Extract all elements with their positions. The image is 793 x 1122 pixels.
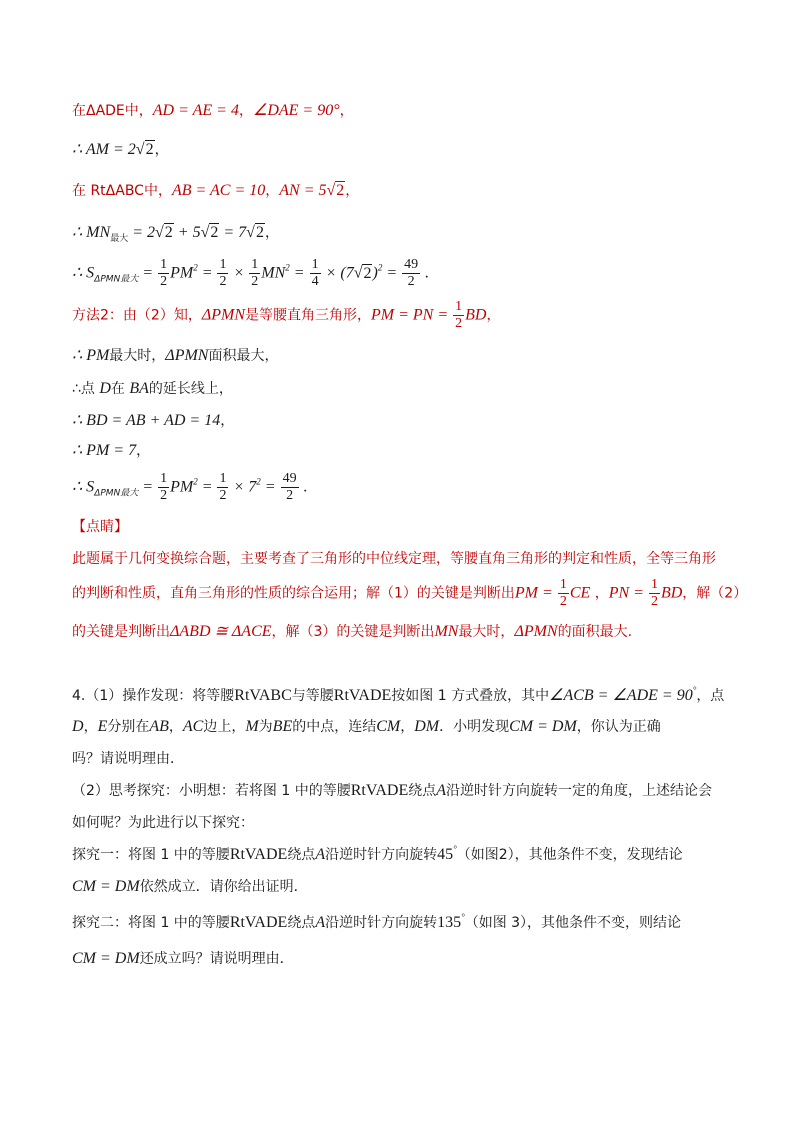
text: ，: [486, 307, 501, 324]
solution-line-4: ∴ $MN_{最大} = 2√2 + 5√2 = 7√2$，: [72, 224, 279, 244]
superscript: 2: [285, 262, 290, 273]
equation: =: [260, 478, 280, 496]
equation: A: [315, 846, 326, 863]
text: 此题属于几何变换综合题，主要考查了三角形的中位线定理，等腰直角三角形的判定和性质，全等三角形: [72, 551, 716, 567]
text: 的判断和性质，直角三角形的性质的综合运用；解（1）的关键是判断出: [72, 585, 515, 602]
solution-line-7: [72, 345, 278, 365]
text: 的中点，连结: [292, 719, 377, 735]
equation: A: [315, 914, 326, 931]
equation: MN: [261, 264, 286, 282]
equation: RtVADE: [350, 782, 409, 799]
text: ，: [400, 719, 415, 735]
equation: × (7: [321, 264, 354, 282]
text: 绕点: [287, 847, 316, 863]
equation: AC: [182, 718, 204, 735]
equation: ΔABD ≅ ΔACE: [170, 623, 272, 640]
equation: PM =: [514, 584, 557, 602]
text: 的延长线上，: [148, 381, 233, 397]
problem-line-2: [72, 716, 661, 736]
equation: CM = DM: [509, 718, 577, 735]
fraction: $\frac{49}{2}$: [282, 471, 297, 503]
equation: × 7: [229, 478, 257, 496]
fraction: $\frac{1}{2}$: [559, 577, 567, 609]
text: 按如图 1 方式叠放，其中: [391, 688, 550, 704]
text: 在: [110, 381, 130, 397]
equation: RtVADE: [333, 687, 392, 704]
sqrt-radicand: 2: [363, 264, 372, 282]
equation: CM = DM: [72, 950, 140, 967]
equation: ∴ MN: [72, 224, 111, 241]
text: ，: [238, 103, 253, 119]
heading: 【点睛】: [72, 519, 128, 535]
problem-line-4: [72, 780, 712, 800]
sqrt-radicand: 2: [255, 224, 264, 241]
equation: = 7: [219, 224, 247, 241]
text: （如图2），其他条件不变，发现结论: [456, 847, 683, 863]
equation: ∴ AM = 2: [72, 141, 136, 158]
text: ，: [154, 142, 169, 158]
equation: AB: [149, 718, 169, 735]
equation: ∠ACB = ∠ADE = 90: [549, 687, 693, 704]
text: 的面积最大.: [557, 624, 633, 640]
text: ，: [220, 413, 235, 429]
equation: CM = DM: [72, 878, 140, 895]
equation: = 2: [128, 224, 155, 241]
superscript: 2: [377, 262, 383, 273]
equation: PM = PN =: [371, 306, 453, 324]
equation: PM: [86, 347, 110, 364]
equation: CE: [569, 584, 591, 602]
superscript: °: [453, 844, 457, 854]
superscript: °: [461, 912, 465, 922]
equation: AN = 5: [279, 182, 327, 199]
text: 还成立吗？请说明理由．: [139, 951, 294, 967]
equation: A: [436, 782, 446, 799]
fraction: $\frac{1}{2}$: [219, 471, 227, 503]
equation: RtVADE: [229, 914, 288, 931]
superscript: 2: [193, 476, 198, 487]
equation: =: [197, 478, 217, 496]
comment-line-1: [72, 548, 716, 568]
solution-line-11: [72, 472, 308, 503]
text: ，点: [696, 688, 725, 704]
problem-line-7: [72, 876, 308, 896]
equation: AB = AC = 10: [171, 182, 266, 199]
equation: ∴ S: [72, 264, 95, 282]
text: ，解（2）: [682, 585, 748, 602]
equation: + 5: [173, 224, 201, 241]
equation: BA: [129, 380, 149, 397]
fraction: $\frac{49}{2}$: [404, 257, 419, 289]
equation: ∴ BD = AB + AD = 14: [72, 412, 221, 429]
equation: ∠DAE = 90°: [252, 102, 340, 119]
fraction: $\frac{1}{2}$: [251, 257, 259, 289]
text: 依然成立．请你给出证明．: [139, 879, 308, 895]
equation: ): [372, 264, 378, 282]
text: ，: [590, 585, 609, 602]
fraction: $\frac{1}{2}$: [455, 299, 463, 331]
text: 吗？请说明理由．: [72, 751, 184, 767]
equation: ×: [229, 264, 249, 282]
text: 面积最大，: [208, 348, 279, 364]
comment-heading: [72, 516, 128, 536]
equation: ∴ S: [72, 478, 95, 496]
text: 最大时，: [458, 624, 515, 640]
solution-line-6: [72, 300, 500, 331]
equation: ΔPMN: [514, 623, 558, 640]
text: 如何呢？为此进行以下探究：: [72, 815, 254, 831]
equation: CM: [376, 718, 401, 735]
comment-line-2: [72, 578, 747, 609]
text: 与等腰: [291, 688, 334, 704]
equation: D: [99, 380, 111, 397]
text: 探究一：将图 1 中的等腰: [72, 847, 230, 863]
superscript: 2: [256, 476, 261, 487]
equation: MN: [434, 623, 459, 640]
text: 探究二：将图 1 中的等腰: [72, 915, 230, 931]
text: 是等腰直角三角形，: [245, 307, 371, 324]
fraction: $\frac{1}{2}$: [160, 471, 168, 503]
text: 沿逆时针方向旋转: [325, 915, 438, 931]
equation: RtVABC: [234, 687, 292, 704]
solution-line-8: [72, 378, 233, 398]
subscript: ΔPMN最大: [94, 488, 139, 499]
equation: =: [382, 264, 402, 282]
text: 在 RtΔABC中，: [72, 183, 172, 199]
fraction: $\frac{1}{4}$: [311, 257, 319, 289]
text: ，: [83, 719, 98, 735]
text: 的关键是判断出: [72, 624, 170, 640]
text: 绕点: [408, 783, 437, 799]
equation: 45: [437, 846, 454, 863]
text: 沿逆时针方向旋转: [325, 847, 438, 863]
problem-line-9: [72, 948, 294, 968]
equation: D: [72, 718, 84, 735]
text: 绕点: [287, 915, 316, 931]
text: （如图 3），其他条件不变，则结论: [464, 915, 682, 931]
equation: BD: [660, 584, 683, 602]
fraction: $\frac{1}{2}$: [219, 257, 227, 289]
equation: ∴ PM = 7: [72, 442, 137, 459]
equation: AD = AE = 4: [152, 102, 239, 119]
equation: PM: [170, 478, 194, 496]
equation: ΔPMN: [201, 306, 245, 324]
equation: PM: [170, 264, 194, 282]
text: 在ΔADE中，: [72, 103, 153, 119]
equation: M: [245, 718, 259, 735]
problem-line-5: [72, 812, 254, 832]
sqrt-radicand: 2: [210, 224, 219, 241]
equation: .: [421, 264, 430, 282]
fraction: $\frac{1}{2}$: [650, 577, 658, 609]
fraction: $\frac{1}{2}$: [160, 257, 168, 289]
solution-line-5: ∴ $S_{\Delta PMN最大}$ = $\frac{1}{2}$ $PM^2$ = $\frac{1}{2}$ × $\frac{1}{2}$ $MN^2$ = $\frac{1}{4}$ × $(7√2)^2$ = $\frac{49}{2}$ .: [72, 257, 430, 289]
equation: PN =: [608, 584, 648, 602]
text: ，: [264, 225, 279, 241]
superscript: °: [692, 685, 697, 695]
text: ，: [339, 103, 354, 119]
subscript: ΔPMN最大: [94, 274, 139, 285]
problem-line-3: [72, 748, 184, 768]
equation: 135: [437, 914, 462, 931]
text: 最大时，: [109, 348, 166, 364]
problem-line-1: [72, 685, 724, 705]
text: ，: [168, 719, 183, 735]
text: ∴点: [72, 381, 100, 397]
text: 为: [258, 719, 273, 735]
equation: ∴: [72, 347, 87, 364]
solution-line-3: 在 RtΔABC中，AB = AC = 10，AN = 5√2，: [72, 182, 360, 199]
equation: RtVADE: [229, 846, 288, 863]
sqrt-radicand: 2: [336, 182, 345, 199]
text: 4.（1）操作发现：将等腰: [72, 688, 235, 704]
text: 沿逆时针方向旋转一定的角度，上述结论会: [446, 783, 712, 799]
text: ，解（3）的关键是判断出: [271, 624, 435, 640]
text: 方法2：由（2）知，: [72, 307, 202, 324]
text: 分别在: [107, 719, 150, 735]
equation: .: [299, 478, 308, 496]
comment-line-3: [72, 621, 632, 641]
text: ，你认为正确: [576, 719, 661, 735]
text: ．小明发现: [439, 719, 510, 735]
subscript: 最大: [110, 234, 129, 244]
equation: E: [97, 718, 108, 735]
text: （2）思考探究：小明想：若将图 1 中的等腰: [72, 783, 351, 799]
equation: BD: [465, 306, 487, 324]
equation: ΔPMN: [165, 347, 209, 364]
problem-line-6: [72, 844, 683, 864]
solution-line-9: [72, 410, 234, 430]
text: ，: [265, 183, 280, 199]
solution-line-2: ∴ AM = 2√2，: [72, 141, 169, 158]
text: ，: [345, 183, 360, 199]
equation: =: [289, 264, 309, 282]
solution-line-1: [72, 100, 354, 120]
text: 边上，: [203, 719, 246, 735]
text: ，: [136, 443, 151, 459]
equation: =: [138, 264, 158, 282]
problem-line-8: [72, 912, 681, 932]
solution-line-10: [72, 440, 150, 460]
sqrt-radicand: 2: [164, 224, 173, 241]
equation: =: [138, 478, 158, 496]
sqrt-radicand: 2: [145, 141, 154, 158]
superscript: 2: [193, 262, 198, 273]
equation: DM: [414, 718, 440, 735]
equation: BE: [272, 718, 293, 735]
equation: =: [197, 264, 217, 282]
